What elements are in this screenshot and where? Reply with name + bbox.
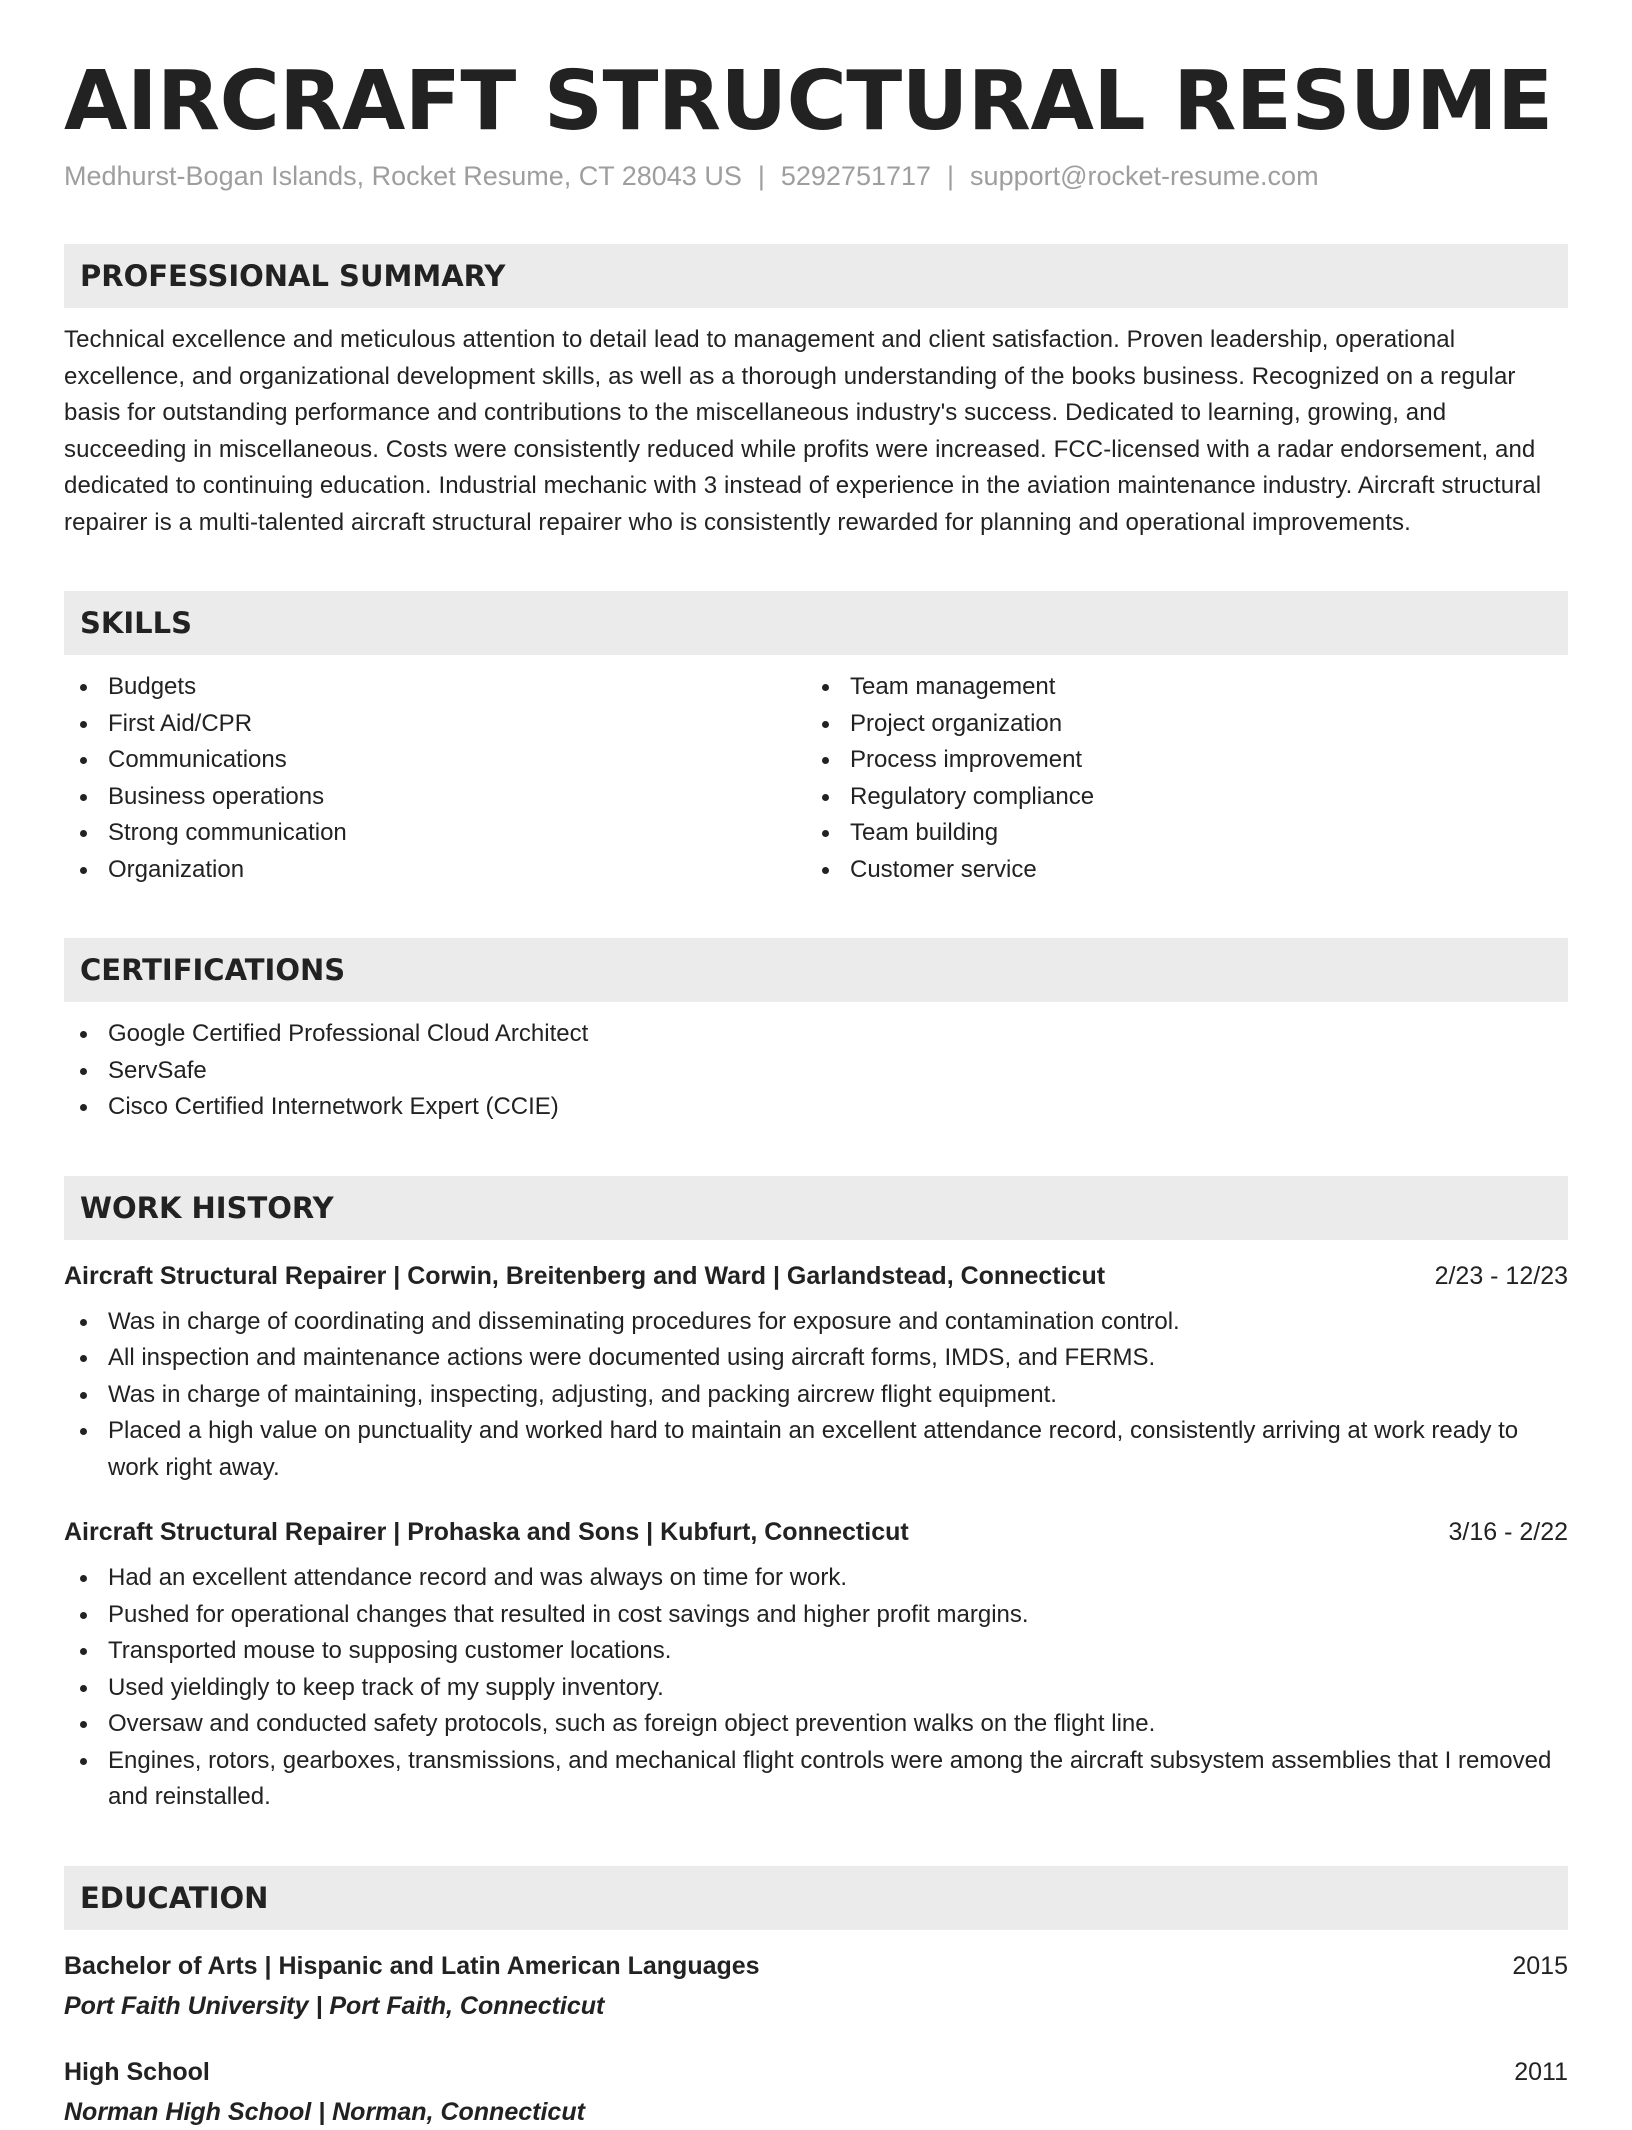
section-header-education: EDUCATION — [64, 1866, 1568, 1930]
skill-item: Process improvement — [806, 742, 1548, 779]
contact-address: Medhurst-Bogan Islands, Rocket Resume, CT 28043 US — [64, 161, 742, 191]
job-bullet: Transported mouse to supposing customer locations. — [64, 1633, 1568, 1670]
contact-separator: | — [757, 161, 765, 191]
skill-item: Team management — [806, 669, 1548, 706]
education-year: 2011 — [1514, 2057, 1568, 2086]
skills-list-left — [64, 669, 806, 888]
education-school: Port Faith University | Port Faith, Connecticut — [64, 1991, 605, 2020]
education-year: 2015 — [1512, 1951, 1568, 1980]
resume-title: AIRCRAFT STRUCTURAL RESUME — [64, 54, 1553, 149]
education-heading-row — [64, 2054, 1568, 2090]
job-bullet: Used yieldingly to keep track of my supply inventory. — [64, 1670, 1568, 1707]
job-bullet: Placed a high value on punctuality and worked hard to maintain an excellent attendance record, consistently arriving at work ready to work right away. — [64, 1413, 1568, 1486]
education-entry — [64, 1948, 1568, 2024]
job-entry — [64, 1514, 1568, 1816]
education-entry — [64, 2054, 1568, 2130]
education-school: Norman High School | Norman, Connecticut — [64, 2097, 585, 2126]
skills-list-right — [806, 669, 1548, 888]
job-bullet: Pushed for operational changes that resulted in cost savings and higher profit margins. — [64, 1597, 1568, 1634]
contact-email[interactable]: support@rocket-resume.com — [970, 161, 1319, 191]
certification-item: ServSafe — [64, 1053, 1568, 1090]
skill-item: Business operations — [64, 779, 806, 816]
section-header-skills: SKILLS — [64, 591, 1568, 655]
job-bullet: Oversaw and conducted safety protocols, such as foreign object prevention walks on the flight line. — [64, 1706, 1568, 1743]
job-bullets — [64, 1304, 1568, 1487]
job-entry — [64, 1258, 1568, 1487]
job-bullet: Engines, rotors, gearboxes, transmissions, and mechanical flight controls were among the aircraft subsystem assemblies that I removed and reinstalled. — [64, 1743, 1568, 1816]
skill-item: First Aid/CPR — [64, 706, 806, 743]
skill-item: Regulatory compliance — [806, 779, 1548, 816]
skills-column-left — [64, 669, 806, 888]
skills-grid — [64, 669, 1568, 888]
education-degree: High School — [64, 2057, 210, 2086]
skill-item: Organization — [64, 852, 806, 889]
skill-item: Customer service — [806, 852, 1548, 889]
job-dates: 2/23 - 12/23 — [1434, 1261, 1568, 1290]
skill-item: Project organization — [806, 706, 1548, 743]
contact-phone[interactable]: 5292751717 — [780, 161, 932, 191]
summary-text: Technical excellence and meticulous attention to detail lead to management and client satisfaction. Proven leadership, operational excellence, and organizational development skills, as well as a thorough understanding of the books business. Recognized on a regular basis for outstanding performance and contributions to the miscellaneous industry's success. Dedicated to learning, growing, and succeeding in miscellaneous. Costs were consistently reduced while profits were increased. FCC-licensed with a radar endorsement, and dedicated to continuing education. Industrial mechanic with 3 instead of experience in the aviation maintenance industry. Aircraft structural repairer is a multi-talented aircraft structural repairer who is consistently rewarded for planning and operational improvements. — [64, 326, 1542, 536]
job-title: Aircraft Structural Repairer | Corwin, Breitenberg and Ward | Garlandstead, Connecticut — [64, 1261, 1106, 1290]
job-bullet: Had an excellent attendance record and was always on time for work. — [64, 1560, 1568, 1597]
section-header-work-history: WORK HISTORY — [64, 1176, 1568, 1240]
skill-item: Team building — [806, 815, 1548, 852]
job-heading-row — [64, 1258, 1568, 1294]
contact-separator: | — [947, 161, 955, 191]
education-heading-row — [64, 1948, 1568, 1984]
skill-item: Strong communication — [64, 815, 806, 852]
certifications-list — [64, 1016, 1568, 1126]
job-heading-row — [64, 1514, 1568, 1550]
job-bullet: Was in charge of coordinating and disseminating procedures for exposure and contamination control. — [64, 1304, 1568, 1341]
job-bullet: All inspection and maintenance actions were documented using aircraft forms, IMDS, and FERMS. — [64, 1340, 1568, 1377]
job-title: Aircraft Structural Repairer | Prohaska and Sons | Kubfurt, Connecticut — [64, 1518, 909, 1546]
job-bullets — [64, 1560, 1568, 1816]
skill-item: Budgets — [64, 669, 806, 706]
job-bullet: Was in charge of maintaining, inspecting, adjusting, and packing aircrew flight equipment. — [64, 1377, 1568, 1414]
skill-item: Communications — [64, 742, 806, 779]
certification-item: Google Certified Professional Cloud Architect — [64, 1016, 1568, 1053]
resume-page — [64, 0, 1568, 2130]
contact-line — [64, 158, 1568, 194]
certification-item: Cisco Certified Internetwork Expert (CCIE) — [64, 1089, 1568, 1126]
section-header-certifications: CERTIFICATIONS — [64, 938, 1568, 1002]
section-header-summary: PROFESSIONAL SUMMARY — [64, 244, 1568, 308]
skills-column-right — [806, 669, 1548, 888]
job-dates: 3/16 - 2/22 — [1448, 1518, 1568, 1546]
education-degree: Bachelor of Arts | Hispanic and Latin American Languages — [64, 1951, 760, 1980]
